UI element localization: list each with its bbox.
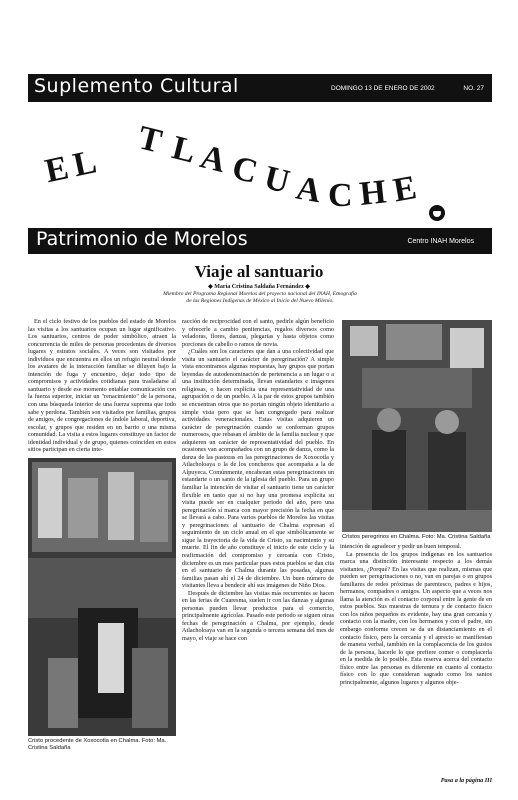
paragraph: ¿Cuáles son los caracteres que dan a una colectividad que visita un santuario el carácter de peregrinación? A simple vista encontramos algunas respuestas, hay grupos que portan leyendas de autodenominación de pertenencia a un lugar o a una institución determinada, llevan estandartes e imágenes religiosas, o hacen explícita una representatividad de una agrupación o de un pueblo. A la par de estos grupos también se encuentran otros que no portan ningún objeto identitario a simple vista pero que se han congregado para realizar actividades veneracionales. Estas visitas adquieren un carácter de peregrinación cuando se conforman grupos numerosos, que rebasan el ámbito de la familia nuclear y que adquieren un carácter de representatividad del pueblo. En ocasiones van acompañados con un grupo de danza, como la danza de las pastoras en las peregrinaciones de Xoxocotla y Atlacholoaya o la de los concheros que acompaña a la de Alpuyeca. Comúnmente, encabezan estas peregrinaciones un estandarte o un santo de la iglesia del pueblo. Para un grupo familiar la intención de visitar el santuario tiene un carácter flexible en tanto que si no hay una promesa explícita su visita puede ser en cualquier periodo del año, pero una peregrinación sí marca con mayor precisión la fecha en que se llevará a cabo. Para varios pueblos de Morelos las visitas y peregrinaciones al santuario de Chalma expresan el seguimiento de un ciclo anual en el que simbólicamente se sigue la trayectoria de la vida de Cristo, su nacimiento y su muerte. El fin de año constituye el inicio de este ciclo y la reafirmación del compromiso y cercanía con Cristo, diciembre es un mes particular pues estos pueblos se dan cita en el santuario de Chalma durante las posadas, algunas familias pasan ahí el 24 de diciembre. Un buen número de visitantes lleva a bendecir ahí sus imágenes de Niño Dios.	[182, 348, 334, 590]
masthead-logo	[28, 102, 492, 228]
photo-cristo-xoxocotla	[28, 458, 176, 736]
paragraph: racción de reciprocidad con el santo, pedirle algún beneficio y ofrecerle a cambio penitencias, regalos diversos como veladoras, flores, danzas, plegarias y hasta objetos como porciones de cabello o ramos de novia.	[182, 318, 334, 348]
svg-text:U: U	[260, 159, 294, 202]
svg-text:E: E	[41, 149, 72, 191]
section-title: Patrimonio de Morelos	[36, 228, 248, 250]
supplement-title: Suplemento Cultural	[34, 75, 239, 97]
inah-logo-icon	[429, 205, 445, 221]
article-title: Viaje al santuario	[194, 262, 324, 281]
header-bar	[28, 74, 492, 102]
paragraph: En el ciclo festivo de los pueblos del estado de Morelos las visitas a los santuarios ocupan un lugar significativo. Los santuarios, centros de poder simbólico, atraen la concurrencia de miles de personas procedentes de diversos lugares y estratos sociales. A veces son visitados por individuos que encuentra en ellos un refugio neutral donde los avatares de la interacción familiar se diluyen bajo la intención de fuga y encuentro, dejar todo tipo de compromisos y actividades cotidianas para trasladarse al santuario y desde ese momento entablar comunicación con la fuerza superior, iniciar un "renacimiento" de la persona, con una búsqueda interior de una fuerza suprema que todo sabe y perdona. También son visitados por familias, grupos de amigos, de congregaciones de índole laboral, deportiva, escolar, y grupos que residen en un barrio o una misma comunidad. La visita a estos lugares constituye un factor de identidad individual y de grupo, quienes coinciden en estos sitios participan en cierta inte-	[28, 318, 176, 454]
svg-text:L: L	[69, 143, 100, 185]
article-column-2	[182, 318, 334, 788]
article-author: ◆ María Cristina Saldaña Fernández ◆	[208, 284, 310, 290]
photo-caption-right: Cristos peregrinos en Chalma. Foto: Ma. Cristina Saldaña	[342, 534, 491, 540]
svg-text:C: C	[328, 177, 353, 214]
svg-text:H: H	[357, 173, 389, 213]
svg-text:C: C	[228, 149, 262, 192]
article-column-3	[340, 543, 492, 783]
issue-number: NO. 27	[463, 85, 484, 92]
svg-text:E: E	[390, 169, 420, 210]
section-bar	[28, 228, 492, 254]
author-affiliation: Miembro del Programa Regional Morelos del proyecto nacional del INAH, Etnografía de las Regiones Indígenas de México al Inicio del Nuevo Milenio.	[163, 291, 357, 305]
paragraph: La presencia de los grupos indígenas en los santuarios marca una distinción interesante respecto a los demás visitantes, ¿Porqué? En las visitas que realizan, mismas que pueden ser peregrinaciones o no, van en parejas o en grupos familiares de redes próximas de parentesco, padres e hijos, hermanos, compadres o amigos. Un aspecto que a veces nos llama la atención es el contacto corporal entre la gente de en estos pueblos. Sus muestras de ternura y de contacto físico con los niños pequeños es evidente, hay una gran cercanía y contacto con la madre, con los hermanos y con el padre, sin embargo conforme crecen se da un distanciamiento en el contacto físico, pero la cercanía y el aprecio se manifiestan de manera verbal, también en la complacencia de los gustos de la persona, hacerle lo que prefiere comer o complacerla en la medida de lo posible. Esta reserva acerca del contacto físico entre las personas es diferente en cuanto al contacto físico con lo que consideran sagrado como los santos principalmente, algunos lugares y algunos obje-	[340, 550, 492, 686]
svg-text:L: L	[168, 129, 200, 171]
photo-caption-left: Cristo procedente de Xoxocotla en Chalma. Foto: Ma. Cristina Saldaña	[28, 738, 167, 751]
svg-text:A: A	[196, 138, 230, 181]
svg-text:A: A	[293, 169, 324, 211]
photo-cristos-peregrinos	[342, 320, 492, 532]
paragraph: Después de diciembre las visitas más recurrentes se hacen en las ferias de Cuaresma, suelen ir con las danzas y algunas personas pueden llevar productos para el comercio, principalmente agrícolas. Pasado este periodo se siguen otras fechas de peregrinación a Chalma, por ejemplo, desde Atlacholoaya van en la segunda o tercera semana del mes de mayo, el viaje se hace con	[182, 589, 334, 642]
continued-on-page: Pasa a la página III	[440, 777, 492, 784]
svg-text:T: T	[134, 119, 166, 161]
issue-date: DOMINGO 13 DE ENERO DE 2002	[331, 85, 435, 92]
article-column-1	[28, 318, 176, 460]
paragraph: intención de agradecer y pedir un buen temporal.	[340, 543, 462, 550]
publisher-name: Centro INAH Morelos	[407, 238, 474, 245]
masthead	[28, 102, 492, 228]
